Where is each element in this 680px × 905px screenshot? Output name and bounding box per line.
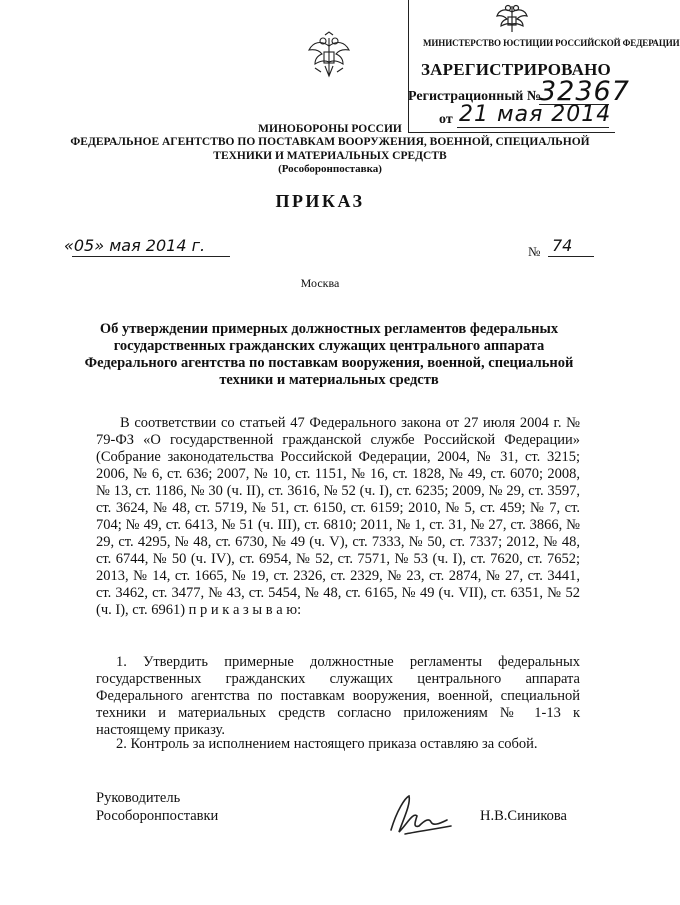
coat-of-arms-icon	[307, 32, 351, 82]
order-date-underline	[72, 256, 230, 257]
stamp-eagle-emblem-icon	[495, 2, 529, 36]
city: Москва	[300, 276, 340, 290]
stamp-reg-number: 32367	[539, 76, 630, 107]
preamble-paragraph: В соответствии со статьей 47 Федерального закона от 27 июля 2004 г. № 79-ФЗ «О государственной гражданской службе Российской Федерации» (Собрание законодательства Российской Федерации, 2004, № 31, ст. 3215; 2006, № 6, ст. 636; 2007, № 10, ст. 1151, № 16, ст. 1828, № 49, ст. 6070; 2008, № 13, ст. 1186, № 30 (ч. II), ст. 3616, № 52 (ч. I), ст. 6235; 2009, № 29, ст. 3597, ст. 3624, № 48, ст. 5719, № 51, ст. 6150, ст. 6159; 2010, № 5, ст. 459; № 7, ст. 704; № 49, ст. 6413, № 51 (ч. III), ст. 6810; 2011, № 1, ст. 31, № 27, ст. 3866, № 29, ст. 4295, № 48, ст. 6730, № 49 (ч. V), ст. 7333, № 50, ст. 7337; 2012, № 48, ст. 6744, № 50 (ч. IV), ст. 6954, № 52, ст. 7571, № 53 (ч. I), ст. 7620, ст. 7652; 2013, № 14, ст. 1665, № 19, ст. 2326, ст. 2329, № 23, ст. 2874, № 27, ст. 3441, ст. 3462, ст. 3477, № 43, ст. 5454, № 48, ст. 6165, № 49 (ч. VII), ст. 6351, № 52 (ч. I), ст. 6961) п р и к а з ы в а ю:	[96, 415, 580, 618]
stamp-title: ЗАРЕГИСТРИРОВАНО	[421, 60, 611, 79]
order-subject: Об утверждении примерных должностных регламентов федеральных государственных гражданских служащих центрального аппарата Федерального агентства по поставкам вооружения, военной, специальной техники и материальных средств	[84, 321, 574, 388]
org-name: МИНОБОРОНЫ РОССИИ	[258, 123, 402, 135]
signer-position-line1: Руководитель	[96, 790, 181, 806]
order-number: 74	[552, 236, 573, 255]
signer-name: Н.В.Синикова	[480, 808, 567, 824]
registration-stamp	[408, 0, 680, 133]
stamp-reg-label: Регистрационный №	[408, 89, 541, 104]
order-number-underline	[548, 256, 594, 257]
order-number-label: №	[528, 244, 541, 259]
order-item-2: 2. Контроль за исполнением настоящего приказа оставляю за собой.	[116, 736, 538, 752]
document-type: ПРИКАЗ	[275, 191, 365, 211]
agency-short-name: (Рособоронпоставка)	[278, 163, 382, 175]
order-date: «05» мая 2014 г.	[64, 236, 206, 255]
agency-name: ФЕДЕРАЛЬНОЕ АГЕНТСТВО ПО ПОСТАВКАМ ВООРУЖЕНИЯ, ВОЕННОЙ, СПЕЦИАЛЬНОЙ ТЕХНИКИ И МАТЕРИАЛЬНЫХ СРЕДСТВ	[70, 136, 590, 162]
stamp-ministry: МИНИСТЕРСТВО ЮСТИЦИИ РОССИЙСКОЙ ФЕДЕРАЦИИ	[423, 38, 680, 48]
stamp-date-label: от	[439, 112, 453, 127]
stamp-date-value: 21 мая 2014	[459, 102, 612, 127]
handwritten-signature	[385, 790, 455, 840]
order-item-1: 1. Утвердить примерные должностные регламенты федеральных государственных гражданских служащих центрального аппарата Федерального агентства по поставкам вооружения, военной, специальной техники и материальных средств согласно приложениям № 1-13 к настоящему приказу.	[96, 654, 580, 738]
signer-position-line2: Рособоронпоставки	[96, 808, 219, 824]
